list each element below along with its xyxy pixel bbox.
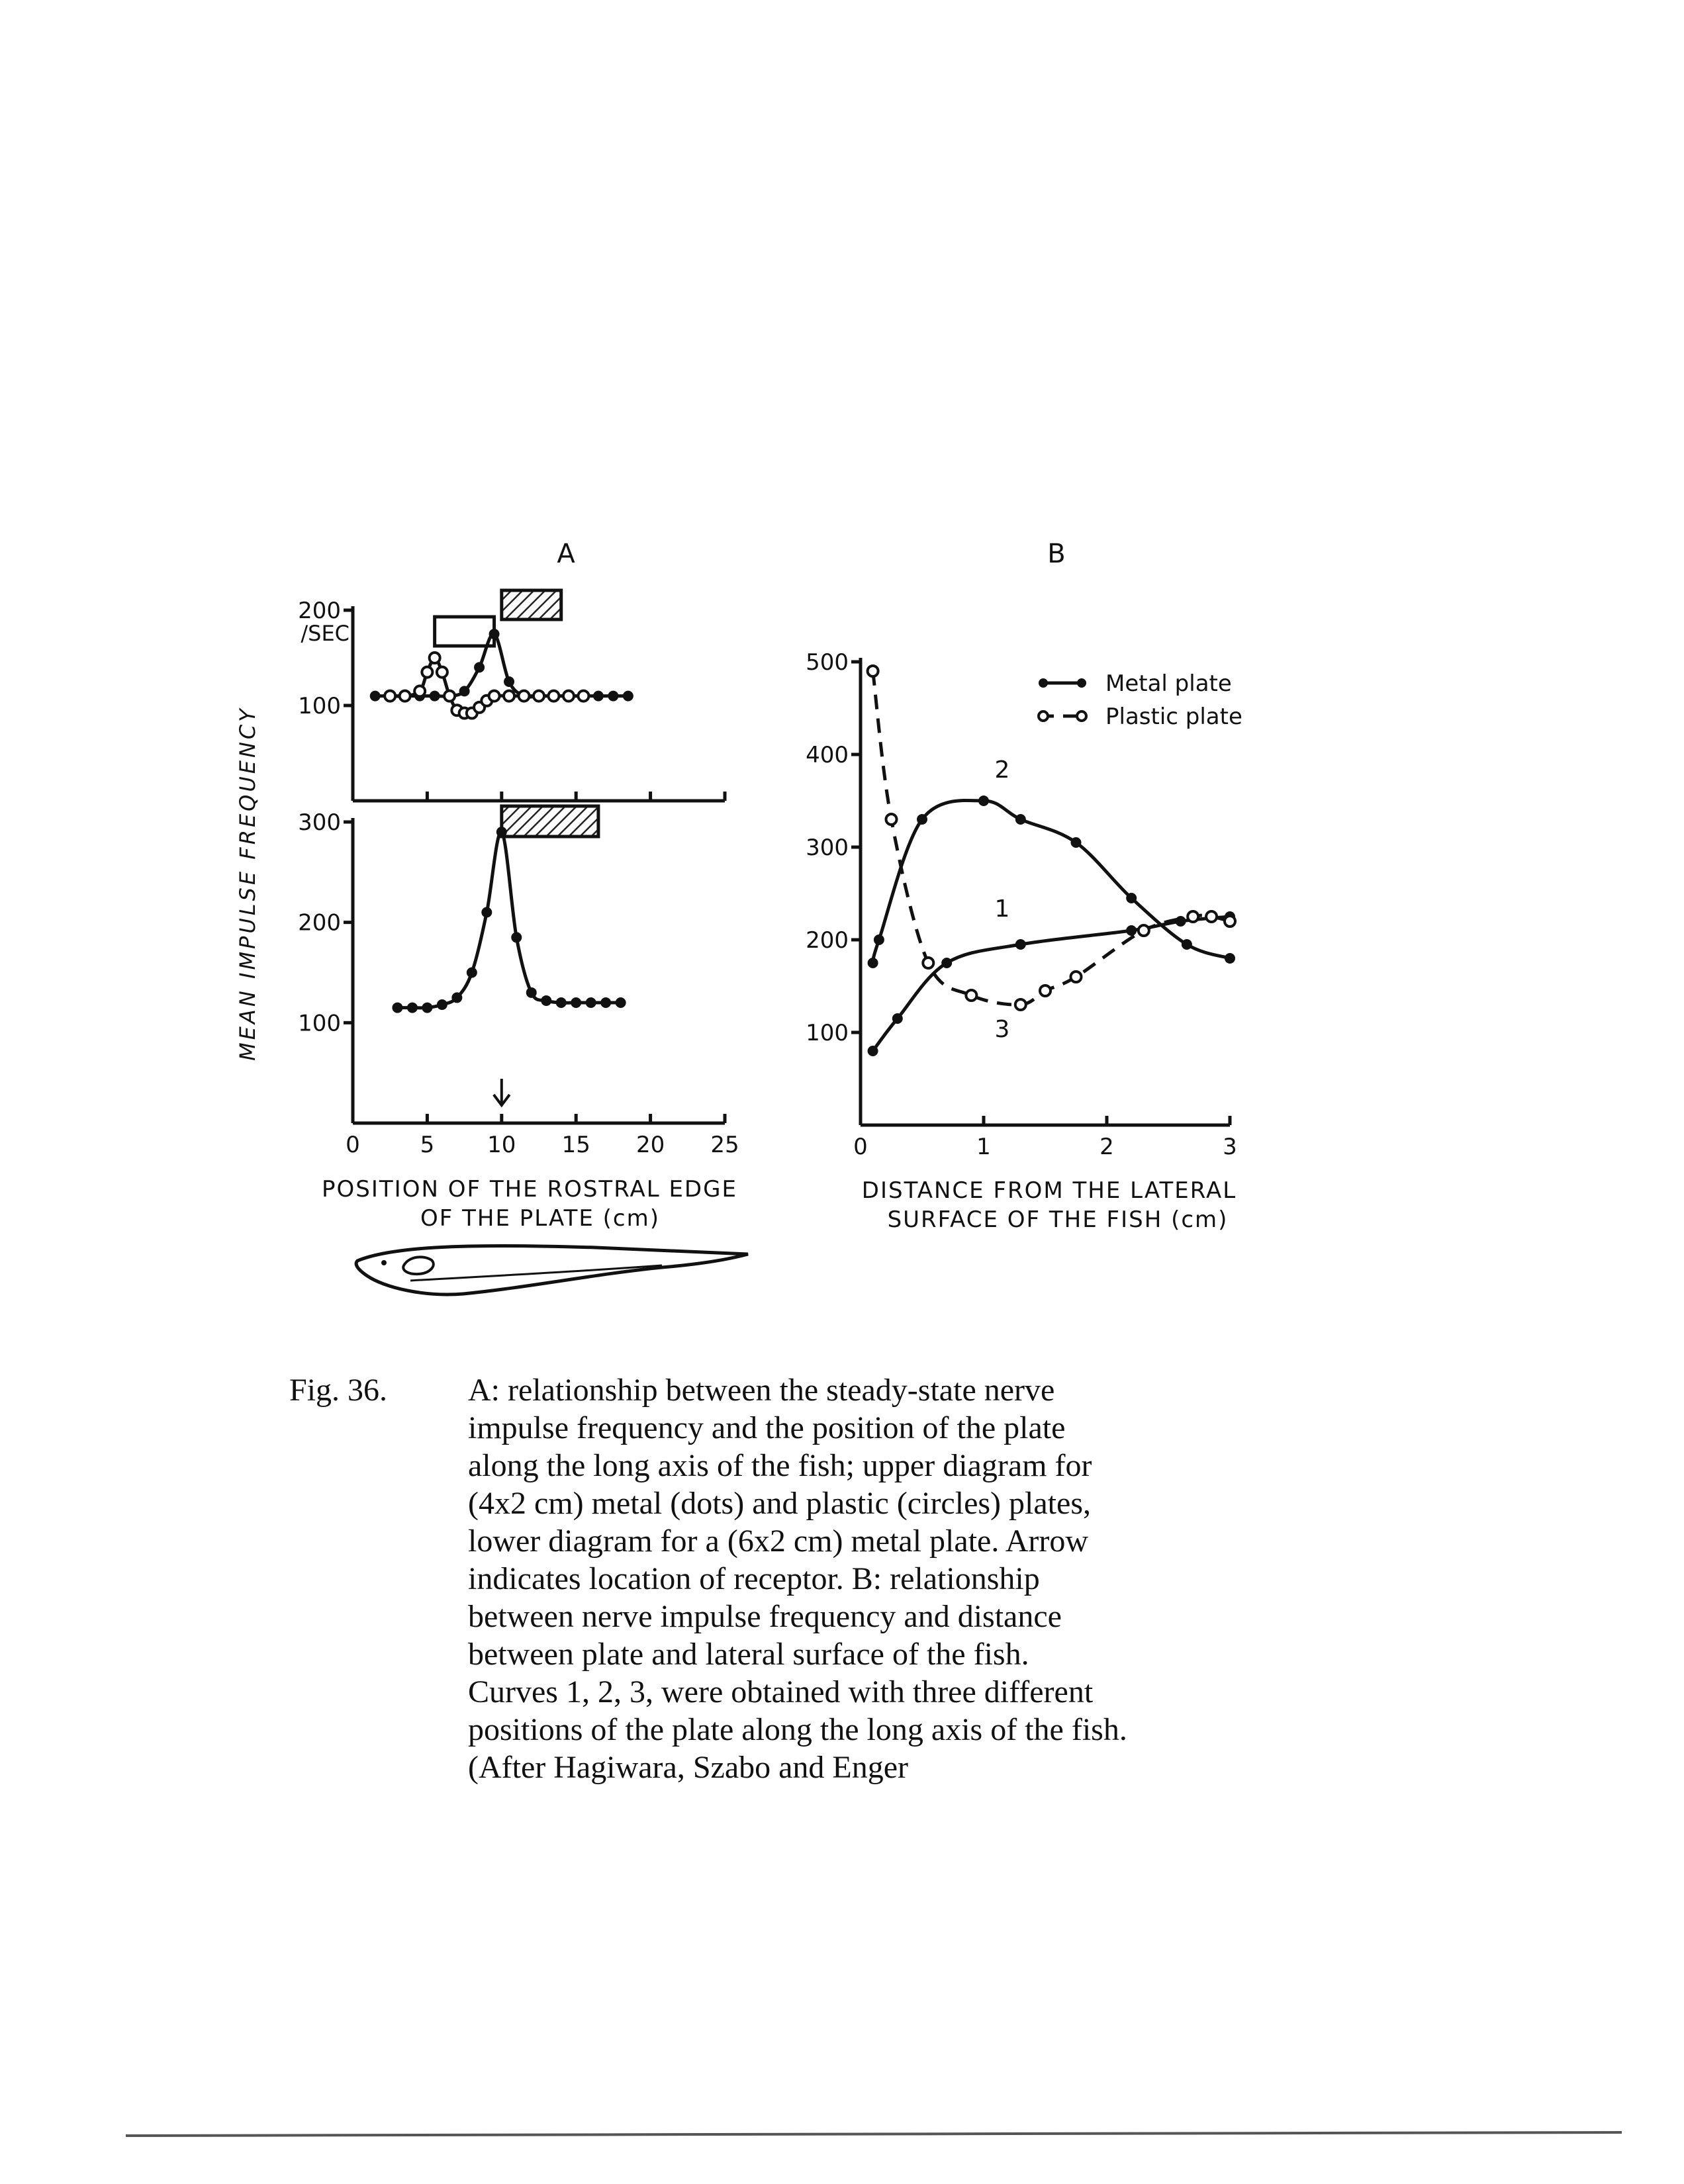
- data-point: [451, 992, 462, 1003]
- data-point: [1139, 925, 1149, 936]
- data-point: [923, 958, 933, 968]
- y-axis-title: MEAN IMPULSE FREQUENCY: [235, 706, 260, 1061]
- data-point: [1206, 911, 1217, 922]
- b-legend: [1039, 670, 1242, 730]
- caption-line: Curves 1, 2, 3, were obtained with three different: [468, 1674, 1094, 1709]
- b-xlabel-line-2: SURFACE OF THE FISH (cm): [887, 1206, 1229, 1233]
- y-tick-label: 200: [806, 927, 849, 954]
- caption-line: between nerve impulse frequency and distance: [468, 1599, 1062, 1634]
- data-point: [496, 827, 507, 837]
- upper-unit-label: /SEC: [301, 621, 350, 646]
- data-point: [414, 686, 425, 696]
- y-tick-label: 100: [298, 693, 341, 719]
- hatched-plate: [502, 806, 598, 837]
- curve-number-label: 3: [994, 1016, 1010, 1043]
- curve-number-label: 2: [994, 756, 1010, 784]
- data-point: [978, 796, 989, 806]
- data-point: [430, 691, 440, 702]
- caption-line: impulse frequency and the position of the plate: [468, 1410, 1066, 1445]
- data-point: [886, 814, 897, 825]
- data-point: [534, 691, 544, 702]
- data-point: [556, 997, 567, 1008]
- data-point: [400, 691, 410, 702]
- caption-line: positions of the plate along the long axis of the fish.: [468, 1712, 1127, 1747]
- data-point: [1015, 939, 1026, 950]
- panel-b: [806, 649, 1242, 1233]
- x-tick-label: 2: [1099, 1134, 1114, 1160]
- caption-line: lower diagram for a (6x2 cm) metal plate. Arrow: [468, 1524, 1088, 1559]
- data-point: [917, 814, 927, 825]
- series-line: [397, 832, 620, 1008]
- data-point: [578, 691, 588, 702]
- a-upper-curves: [370, 629, 633, 719]
- data-point: [504, 691, 514, 702]
- data-point: [1188, 911, 1198, 922]
- legend-metal: Metal plate: [1105, 670, 1232, 697]
- caption-text: [468, 1371, 1368, 1786]
- data-point: [385, 691, 395, 702]
- data-point: [430, 653, 440, 663]
- data-point: [1225, 953, 1235, 964]
- data-point: [600, 997, 611, 1008]
- a-lower-curves: [392, 827, 626, 1013]
- series-line: [375, 634, 628, 697]
- x-tick-label: 10: [487, 1132, 516, 1158]
- panel-a-lower: [298, 806, 739, 1232]
- data-point: [868, 666, 878, 676]
- data-point: [370, 691, 381, 702]
- data-point: [623, 691, 633, 702]
- receptor-arrow-icon: [494, 1079, 510, 1105]
- data-point: [526, 987, 537, 998]
- data-point: [868, 958, 878, 968]
- data-point: [1071, 972, 1082, 982]
- x-tick-label: 15: [561, 1132, 590, 1158]
- caption-line: (After Hagiwara, Szabo and Enger: [468, 1750, 909, 1785]
- data-point: [467, 968, 477, 978]
- page-bottom-rule: [126, 2132, 1622, 2136]
- data-point: [519, 691, 530, 702]
- data-point: [541, 995, 551, 1006]
- data-point: [966, 990, 976, 1001]
- data-point: [1071, 837, 1082, 848]
- caption-line: indicates location of receptor. B: relationship: [468, 1561, 1040, 1596]
- data-point: [1176, 916, 1186, 927]
- caption-line: along the long axis of the fish; upper diagram for: [468, 1448, 1092, 1483]
- a-xlabel-line-2: OF THE PLATE (cm): [420, 1205, 660, 1232]
- x-tick-label: 1: [976, 1134, 991, 1160]
- panel-b-label: B: [1047, 539, 1066, 569]
- data-point: [1225, 916, 1235, 927]
- data-point: [444, 691, 455, 702]
- data-point: [892, 1013, 903, 1024]
- y-tick-label: 200: [298, 598, 341, 624]
- fish-outline-icon: [356, 1246, 748, 1295]
- y-tick-label: 300: [806, 835, 849, 861]
- b-curve-labels: [994, 756, 1009, 1043]
- y-tick-label: 200: [298, 909, 341, 936]
- data-point: [437, 999, 447, 1010]
- data-point: [474, 662, 485, 672]
- data-point: [571, 997, 581, 1008]
- x-tick-label: 5: [420, 1132, 435, 1158]
- a-xlabel-line-1: POSITION OF THE ROSTRAL EDGE: [322, 1176, 737, 1203]
- y-tick-label: 100: [298, 1010, 341, 1037]
- a-lower-plates: [502, 806, 598, 837]
- data-point: [1015, 999, 1026, 1010]
- data-point: [1126, 893, 1137, 903]
- x-tick-label: 25: [710, 1132, 739, 1158]
- legend-plastic: Plastic plate: [1105, 704, 1242, 730]
- data-point: [422, 1003, 432, 1013]
- y-tick-label: 100: [806, 1020, 849, 1046]
- data-point: [1015, 814, 1026, 825]
- y-tick-label: 500: [806, 649, 849, 676]
- y-tick-label: 300: [298, 809, 341, 836]
- a-lower-axes: [298, 809, 739, 1158]
- data-point: [511, 932, 522, 942]
- panel-a-label: A: [557, 539, 575, 569]
- data-point: [407, 1003, 418, 1013]
- data-point: [616, 997, 626, 1008]
- x-tick-label: 0: [853, 1134, 868, 1160]
- panel-a-upper: [298, 590, 725, 801]
- curve-number-label: 1: [994, 895, 1010, 923]
- data-point: [459, 686, 470, 696]
- data-point: [437, 667, 447, 678]
- data-point: [489, 629, 500, 639]
- data-point: [563, 691, 574, 702]
- data-point: [481, 907, 492, 918]
- data-point: [548, 691, 559, 702]
- caption-line: (4x2 cm) metal (dots) and plastic (circles) plates,: [468, 1486, 1091, 1521]
- data-point: [1040, 985, 1051, 996]
- caption-label: Fig. 36.: [289, 1373, 388, 1408]
- b-xlabel-line-1: DISTANCE FROM THE LATERAL: [861, 1177, 1237, 1204]
- caption-line: A: relationship between the steady-state nerve: [468, 1373, 1055, 1408]
- data-point: [941, 958, 952, 968]
- open-plate: [435, 617, 494, 646]
- hatched-plate: [502, 590, 561, 619]
- data-point: [422, 667, 432, 678]
- data-point: [608, 691, 618, 702]
- data-point: [1126, 925, 1137, 936]
- x-tick-label: 0: [346, 1132, 360, 1158]
- data-point: [586, 997, 596, 1008]
- data-point: [593, 691, 604, 702]
- data-point: [392, 1003, 402, 1013]
- data-point: [1182, 939, 1192, 950]
- data-point: [868, 1046, 878, 1056]
- data-point: [504, 676, 514, 687]
- data-point: [874, 934, 884, 945]
- x-tick-label: 20: [635, 1132, 665, 1158]
- caption-line: between plate and lateral surface of the fish.: [468, 1637, 1029, 1672]
- y-tick-label: 400: [806, 742, 849, 768]
- x-tick-label: 3: [1223, 1134, 1237, 1160]
- data-point: [489, 691, 500, 702]
